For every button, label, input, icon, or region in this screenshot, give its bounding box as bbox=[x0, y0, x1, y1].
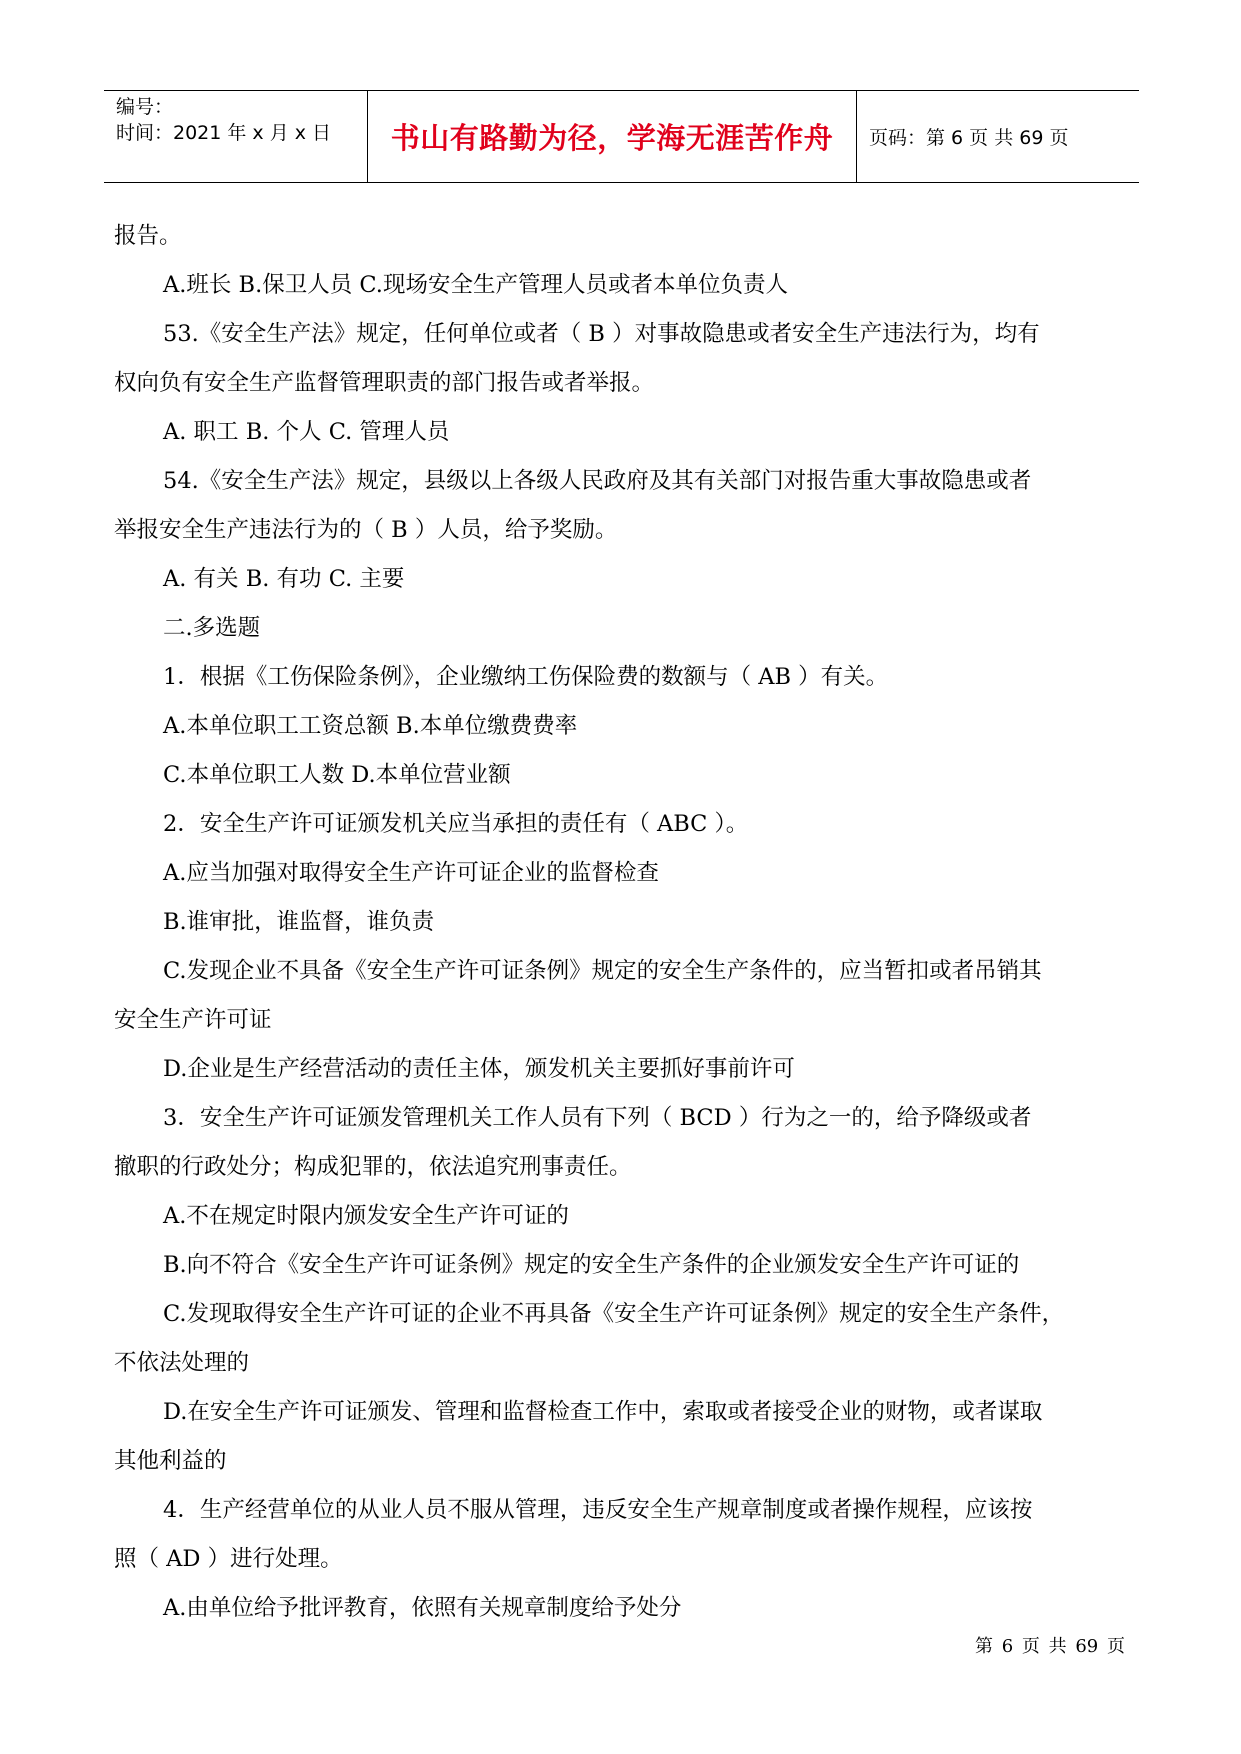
document-header bbox=[104, 90, 1139, 183]
body-line: B.向不符合《安全生产许可证条例》规定的安全生产条件的企业颁发安全生产许可证的 bbox=[163, 1252, 1020, 1278]
body-line: 4．生产经营单位的从业人员不服从管理，违反安全生产规章制度或者操作规程，应该按 bbox=[163, 1497, 1033, 1523]
header-meta bbox=[104, 91, 368, 182]
body-line: 撤职的行政处分；构成犯罪的，依法追究刑事责任。 bbox=[114, 1154, 632, 1180]
body-line: A. 有关 B. 有功 C. 主要 bbox=[163, 566, 405, 592]
body-line: 不依法处理的 bbox=[114, 1350, 250, 1376]
body-line: C.本单位职工人数 D.本单位营业额 bbox=[163, 762, 511, 788]
body-line: D.在安全生产许可证颁发、管理和监督检查工作中，索取或者接受企业的财物，或者谋取 bbox=[163, 1399, 1043, 1425]
body-line: A.班长 B.保卫人员 C.现场安全生产管理人员或者本单位负责人 bbox=[163, 272, 788, 298]
body-line: A.由单位给予批评教育，依照有关规章制度给予处分 bbox=[163, 1595, 682, 1621]
body-line: D.企业是生产经营活动的责任主体，颁发机关主要抓好事前许可 bbox=[163, 1056, 795, 1082]
footer-page-number: 第 6 页 共 69 页 bbox=[975, 1636, 1125, 1657]
body-line: A. 职工 B. 个人 C. 管理人员 bbox=[163, 419, 450, 445]
document-number-label: 编号： bbox=[116, 96, 174, 118]
document-body bbox=[114, 212, 1134, 1633]
body-line: B.谁审批，谁监督，谁负责 bbox=[163, 909, 435, 935]
body-line: 举报安全生产违法行为的（ B ）人员，给予奖励。 bbox=[114, 517, 618, 543]
body-line: 其他利益的 bbox=[114, 1448, 227, 1474]
header-motto: 书山有路勤为径，学海无涯苦作舟 bbox=[368, 91, 857, 182]
document-time-label: 时间：2021 年 x 月 x 日 bbox=[116, 122, 332, 144]
body-line: A.本单位职工工资总额 B.本单位缴费费率 bbox=[163, 713, 578, 739]
body-line: 权向负有安全生产监督管理职责的部门报告或者举报。 bbox=[114, 370, 655, 396]
body-line: C.发现取得安全生产许可证的企业不再具备《安全生产许可证条例》规定的安全生产条件， bbox=[163, 1301, 1065, 1327]
body-line: A.应当加强对取得安全生产许可证企业的监督检查 bbox=[163, 860, 659, 886]
body-line: 报告。 bbox=[114, 223, 182, 249]
body-line: 53.《安全生产法》规定，任何单位或者（ B ）对事故隐患或者安全生产违法行为，均有 bbox=[163, 321, 1040, 347]
body-line: 安全生产许可证 bbox=[114, 1007, 272, 1033]
body-line: 1．根据《工伤保险条例》，企业缴纳工伤保险费的数额与（ AB ）有关。 bbox=[163, 664, 889, 690]
body-line: A.不在规定时限内颁发安全生产许可证的 bbox=[163, 1203, 569, 1229]
header-page-number: 页码：第 6 页 共 69 页 bbox=[869, 127, 1069, 149]
body-line: 3．安全生产许可证颁发管理机关工作人员有下列（ BCD ）行为之一的，给予降级或者 bbox=[163, 1105, 1032, 1131]
body-line: 二.多选题 bbox=[163, 615, 261, 641]
body-line: C.发现企业不具备《安全生产许可证条例》规定的安全生产条件的，应当暂扣或者吊销其 bbox=[163, 958, 1042, 984]
body-line: 2．安全生产许可证颁发机关应当承担的责任有（ ABC ）。 bbox=[163, 811, 749, 837]
body-line: 照（ AD ）进行处理。 bbox=[114, 1546, 343, 1572]
body-line: 54.《安全生产法》规定，县级以上各级人民政府及其有关部门对报告重大事故隐患或者 bbox=[163, 468, 1032, 494]
